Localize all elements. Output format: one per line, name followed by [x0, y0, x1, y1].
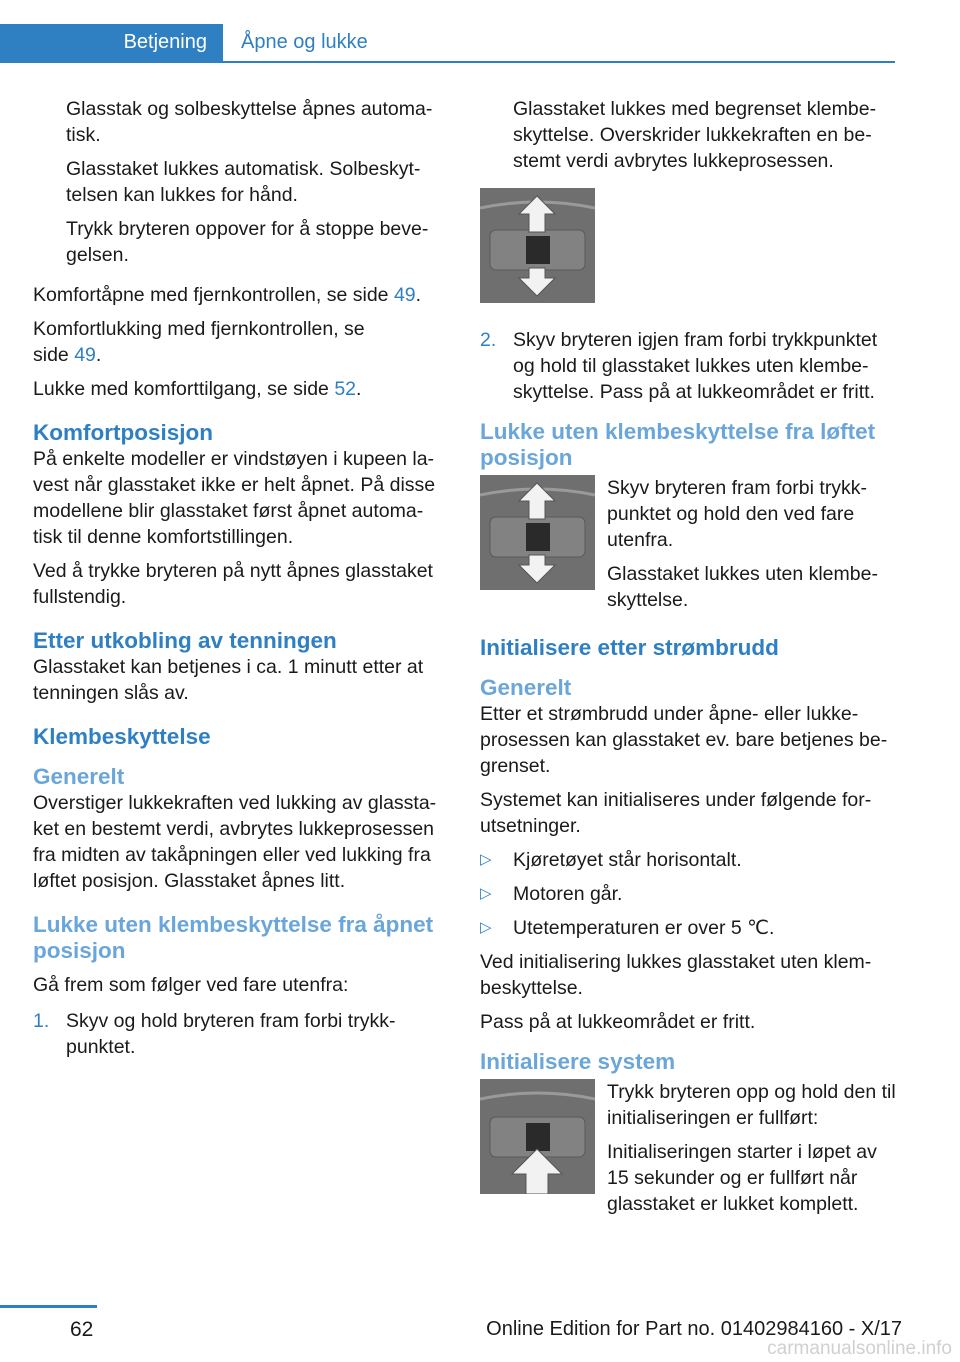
paragraph: Systemet kan initialiseres under følgende for-utsetninger. [480, 789, 872, 837]
paragraph: Pass på at lukkeområdet er fritt. [480, 1011, 756, 1033]
heading-generelt: Generelt [480, 675, 572, 700]
paragraph: Glasstaket lukkes uten klembe-skyttelse. [607, 563, 878, 611]
paragraph: Komfortåpne med fjernkontrollen, se side 49. [33, 284, 422, 306]
section-initialisere-system [480, 1079, 898, 1225]
watermark: carmanualsonline.info [767, 1338, 952, 1359]
list-item: ▷ Kjøretøyet står horisontalt. [480, 849, 742, 871]
heading-lukke-apnet: Lukke uten klembeskyttelse fra åpnet posisjon [33, 912, 434, 963]
page-link[interactable]: 49 [74, 344, 96, 366]
paragraph: Etter et strømbrudd under åpne- eller lukke-prosessen kan glasstaket ev. bare betjenes be-grenset. [480, 703, 888, 777]
page-number: 62 [70, 1318, 94, 1341]
tab-betjening[interactable]: Betjening [0, 24, 223, 61]
left-column [33, 96, 451, 1068]
paragraph: Lukke med komforttilgang, se side 52. [33, 378, 362, 400]
paragraph: Overstiger lukkekraften ved lukking av glassta-ket en bestemt verdi, avbrytes lukkeprosessen fra midten av takåpningen eller ved lukking fra løftet posisjon. Glasstaket åpnes litt. [33, 792, 437, 892]
paragraph: Glasstaket kan betjenes i ca. 1 minutt etter at tenningen slås av. [33, 656, 424, 704]
triangle-bullet-icon: ▷ [480, 885, 492, 902]
heading-lukke-loftet: Lukke uten klembeskyttelse fra løftet posisjon [480, 419, 876, 470]
heading-komfortposisjon: Komfortposisjon [33, 420, 213, 445]
paragraph: På enkelte modeller er vindstøyen i kupeen la-vest når glasstaket ikke er helt åpnet. På disse modellene blir glasstaket først åpnet automa-tisk til denne komfortstillingen. [33, 448, 436, 548]
switch-illustration-up-down [480, 475, 595, 590]
triangle-bullet-icon: ▷ [480, 851, 492, 868]
list-item [33, 1008, 451, 1060]
paragraph: Glasstaket lukkes med begrenset klembe-skyttelse. Overskrider lukkekraften en be-stemt verdi avbrytes lukkeprosessen. [513, 98, 877, 172]
edition-label: Online Edition for Part no. 01402984160 - X/17 [486, 1318, 902, 1340]
paragraph: Glasstaket lukkes automatisk. Solbeskyt-telsen kan lukkes for hånd. [66, 158, 421, 206]
heading-generelt: Generelt [33, 764, 125, 789]
heading-klembeskyttelse: Klembeskyttelse [33, 724, 211, 749]
step-number: 2. [480, 329, 497, 351]
paragraph: Gå frem som følger ved fare utenfra: [33, 974, 349, 996]
heading-initialisere-system: Initialisere system [480, 1049, 676, 1074]
list-item [480, 327, 898, 405]
paragraph: Trykk bryteren opp og hold den til initialiseringen er fullført: [607, 1081, 896, 1129]
heading-etter-utkobling: Etter utkobling av tenningen [33, 628, 337, 653]
step-text: Skyv og hold bryteren fram forbi trykk-punktet. [66, 1010, 396, 1058]
paragraph: Skyv bryteren fram forbi trykk-punktet og hold den ved fare utenfra. [607, 477, 868, 551]
page-link[interactable]: 49 [393, 284, 416, 306]
switch-illustration-up [480, 1079, 595, 1194]
heading-initialisere-strombrudd: Initialisere etter strømbrudd [480, 635, 779, 660]
paragraph: Komfortlukking med fjernkontrollen, se side 49. [33, 318, 365, 366]
tab-apne-og-lukke[interactable]: Åpne og lukke [241, 31, 368, 53]
right-column [480, 96, 898, 1225]
footer-divider [0, 1305, 97, 1308]
section-lukke-loftet [480, 475, 898, 621]
switch-illustration-up-down [480, 188, 595, 303]
step-text: Skyv bryteren igjen fram forbi trykkpunktet og hold til glasstaket lukkes uten klembe-skyttelse. Pass på at lukkeområdet er fritt. [513, 329, 878, 403]
paragraph: Ved initialisering lukkes glasstaket uten klem-beskyttelse. [480, 951, 872, 999]
list-item: ▷ Motoren går. [480, 883, 623, 905]
paragraph: Glasstak og solbeskyttelse åpnes automa-tisk. [66, 98, 433, 146]
paragraph: Ved å trykke bryteren på nytt åpnes glasstaket fullstendig. [33, 560, 433, 608]
triangle-bullet-icon: ▷ [480, 919, 492, 936]
step-number: 1. [33, 1010, 50, 1032]
header-bar [0, 24, 895, 63]
list-item: ▷ Utetemperaturen er over 5 ℃. [480, 917, 775, 939]
page-link[interactable]: 52 [334, 378, 357, 400]
paragraph: Initialiseringen starter i løpet av 15 sekunder og er fullført når glasstaket er lukket komplett. [607, 1141, 877, 1215]
paragraph: Trykk bryteren oppover for å stoppe beve-gelsen. [66, 218, 429, 266]
